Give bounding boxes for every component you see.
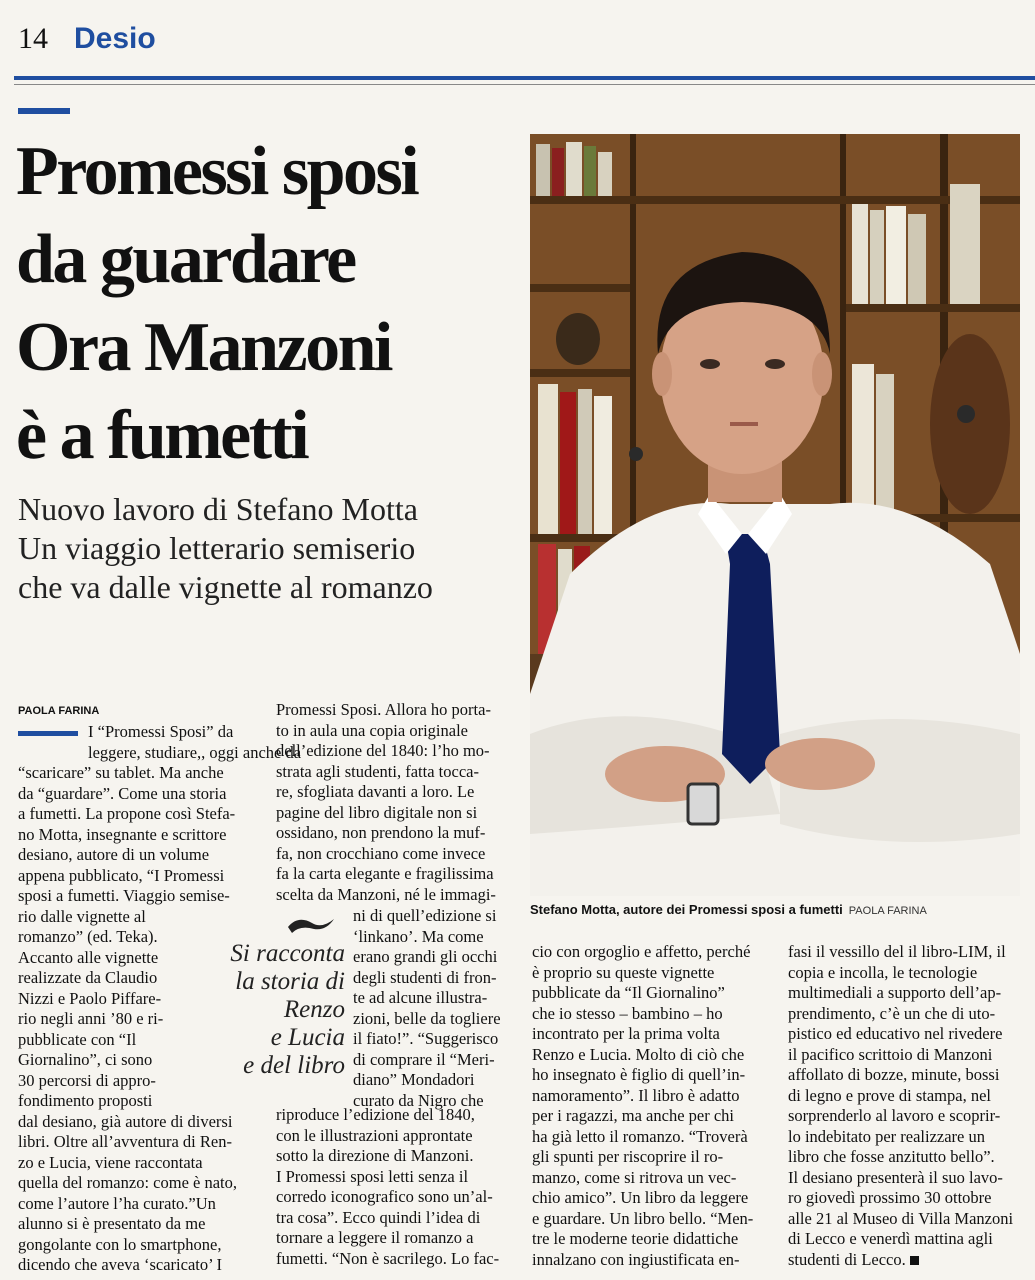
- text-line: come l’autore l’ha curato.”Un: [18, 1193, 216, 1213]
- text-line: da “guardare”. Come una storia: [18, 783, 227, 803]
- text-line: alunno si è presentato da me: [18, 1214, 206, 1233]
- text-line: leggere, studiare,, oggi anche da: [88, 742, 302, 762]
- text-line: fumetti. “Non è sacrilego. Lo fac-: [276, 1248, 500, 1268]
- text-line: diano” Mondadori: [353, 1070, 475, 1089]
- pull-quote-line: la storia di: [235, 968, 345, 995]
- text-line: Nizzi e Paolo Piffare-: [18, 988, 162, 1008]
- end-of-article-mark: [910, 1256, 919, 1265]
- text-line: quella del romanzo: come è nato,: [18, 1173, 237, 1192]
- text-line: il pacifico scrittoio di Manzoni: [788, 1044, 993, 1064]
- text-line: ni di quell’edizione si: [353, 906, 497, 925]
- text-line: Promessi Sposi. Allora ho porta-: [276, 700, 491, 719]
- text-line: per i ragazzi, ma anche per chi: [532, 1106, 735, 1125]
- text-line: studenti di Lecco.: [788, 1250, 1024, 1271]
- text-line: strata agli studenti, fatta tocca-: [276, 761, 479, 781]
- text-line: no Motta, insegnante e scrittore: [18, 824, 227, 844]
- text-line: chio amico”. Un libro da leggere: [532, 1188, 749, 1207]
- text-line: è proprio su queste vignette: [532, 962, 715, 982]
- text-line: ho insegnato è figlio di quell’in-: [532, 1065, 746, 1084]
- text-line: tra cosa”. Ecco quindi l’idea di: [276, 1207, 481, 1227]
- text-line: incontrato per la prima volta: [532, 1024, 720, 1043]
- text-line: re, sfogliata davanti a loro. Le: [276, 782, 475, 801]
- text-line: sorprenderlo al lavoro e scoprir-: [788, 1106, 1001, 1125]
- text-line: scelta da Manzoni, né le immagi-: [276, 884, 496, 904]
- article-column-2-bottom: [276, 1105, 516, 1269]
- headline-line: da guardare: [16, 221, 355, 298]
- text-line: dell’edizione del 1840: l’ho mo-: [276, 741, 490, 760]
- text-line: romanzo” (ed. Teka).: [18, 927, 158, 946]
- pull-quote-line: e del libro: [243, 1052, 345, 1079]
- text-line: innalzano con ingiustificata en-: [532, 1249, 740, 1269]
- text-line: corredo iconografico sono un’al-: [276, 1187, 493, 1206]
- article-column-3: [532, 942, 768, 1270]
- text-line: namoramento”. Il libro è adatto: [532, 1085, 740, 1105]
- text-line: il fiato!”. “Suggerisco: [353, 1029, 499, 1048]
- caption-text: Stefano Motta, autore dei Promessi sposi a fumetti: [530, 902, 843, 917]
- headline: [16, 128, 521, 480]
- text-line: 30 percorsi di appro-: [18, 1070, 156, 1090]
- pull-quote-line: Si racconta: [230, 940, 345, 967]
- ornament-icon: [286, 913, 336, 935]
- text-line: riproduce l’edizione del 1840,: [276, 1105, 475, 1124]
- text-line: zo e Lucia, viene raccontata: [18, 1152, 203, 1172]
- text-line: ha già letto il romanzo. “Troverà: [532, 1126, 748, 1146]
- text-line: a fumetti. La propone così Stefa-: [18, 804, 236, 823]
- photo-credit: PAOLA FARINA: [848, 905, 927, 917]
- text-line: “scaricare” su tablet. Ma anche: [18, 763, 224, 782]
- text-line: gli spunti per riscoprire il ro-: [532, 1147, 724, 1166]
- text-line: fa, non crocchiano come invece: [276, 843, 486, 863]
- text-line: pistico ed educativo nel rivedere: [788, 1024, 1003, 1043]
- section-title: Desio: [74, 22, 156, 55]
- text-line: rio dalle vignette al: [18, 906, 146, 926]
- text-line: tre le moderne teorie didattiche: [532, 1229, 739, 1248]
- text-line: di legno e prove di stampa, nel: [788, 1085, 991, 1105]
- portrait-photo: [530, 134, 1020, 896]
- article-column-4: [788, 942, 1024, 1270]
- text-line: rio negli anni ’80 e ri-: [18, 1009, 164, 1028]
- text-line: dal desiano, già autore di diversi: [18, 1111, 233, 1131]
- photo-caption: [530, 902, 1020, 917]
- subheadline-line: Nuovo lavoro di Stefano Motta: [18, 491, 418, 527]
- text-line: fasi il vessillo del il libro-LIM, il: [788, 942, 1006, 961]
- text-line: fondimento proposti: [18, 1091, 153, 1110]
- text-line: che io stesso – bambino – ho: [532, 1003, 723, 1023]
- text-line: Giornalino”, ci sono: [18, 1050, 153, 1069]
- text-line: pubblicate con “Il: [18, 1029, 137, 1049]
- text-line: e guardare. Un libro bello. “Men-: [532, 1208, 754, 1228]
- subheadline-line: Un viaggio letterario semiserio: [18, 530, 416, 566]
- text-line: tornare a leggere il romanzo a: [276, 1228, 474, 1247]
- text-line: cio con orgoglio e affetto, perché: [532, 942, 751, 961]
- text-line: curato da Nigro che: [353, 1090, 484, 1110]
- text-line: copia e incolla, le tecnologie: [788, 962, 978, 982]
- text-line: alle 21 al Museo di Villa Manzoni: [788, 1208, 1014, 1228]
- text-line: erano grandi gli occhi: [353, 947, 498, 966]
- text-line: sotto la direzione di Manzoni.: [276, 1146, 474, 1165]
- portrait-photo-illustration: [530, 134, 1020, 896]
- text-line: prendimento, c’è un che di uto-: [788, 1003, 996, 1023]
- subheadline-line: che va dalle vignette al romanzo: [18, 569, 433, 605]
- headline-line: Ora Manzoni: [16, 309, 391, 386]
- pull-quote-line: Renzo: [283, 996, 345, 1023]
- text-line: gongolante con lo smartphone,: [18, 1234, 222, 1254]
- page-number: 14: [18, 22, 48, 55]
- text-line: affollato di bozze, minute, bossi: [788, 1065, 1000, 1084]
- pull-quote: [200, 940, 345, 1080]
- text-line: to in aula una copia originale: [276, 720, 468, 740]
- text-line: Il desiano presenterà il suo lavo-: [788, 1167, 1003, 1187]
- headline-line: Promessi sposi: [16, 133, 418, 210]
- text-line: fa la carta elegante e fragilissima: [276, 864, 494, 883]
- headline-accent-bar: [18, 108, 70, 114]
- subheadline: [18, 490, 523, 607]
- header-rule: [14, 76, 1035, 80]
- pull-quote-line: e Lucia: [270, 1024, 345, 1051]
- text-line: dicendo che aveva ‘scaricato’ I: [18, 1255, 222, 1274]
- text-line: realizzate da Claudio: [18, 968, 158, 987]
- text-line: ‘linkano’. Ma come: [353, 926, 484, 946]
- text-line: ossidano, non prendono la muf-: [276, 823, 486, 842]
- text-line: manzo, come si ritrova un vec-: [532, 1167, 737, 1187]
- text-line: Renzo e Lucia. Molto di ciò che: [532, 1044, 745, 1064]
- article-column-2-narrow: [353, 906, 523, 1111]
- text-line: sposi a fumetti. Viaggio semise-: [18, 886, 230, 905]
- text-line: I Promessi sposi letti senza il: [276, 1166, 469, 1186]
- headline-line: è a fumetti: [16, 397, 308, 474]
- text-line: di Lecco e venerdì mattina agli: [788, 1229, 993, 1248]
- text-line: te ad alcune illustra-: [353, 988, 488, 1007]
- text-line: pagine del libro digitale non si: [276, 802, 478, 822]
- text-line: ro giovedì prossimo 30 ottobre: [788, 1188, 992, 1207]
- text-line: di comprare il “Meri-: [353, 1049, 495, 1069]
- text-line: libri. Oltre all’avventura di Ren-: [18, 1132, 232, 1151]
- article-column-2-top: [276, 700, 516, 905]
- byline: PAOLA FARINA: [18, 705, 100, 717]
- text-line: libro che fosse anzitutto bello”.: [788, 1147, 995, 1166]
- header-thin-rule: [14, 84, 1035, 85]
- text-line: degli studenti di fron-: [353, 967, 497, 987]
- text-line: I “Promessi Sposi” da: [88, 722, 234, 741]
- text-line: Accanto alle vignette: [18, 947, 159, 967]
- text-line: con le illustrazioni approntate: [276, 1125, 473, 1145]
- text-line: pubblicate da “Il Giornalino”: [532, 983, 725, 1002]
- text-line: multimediali a supporto dell’ap-: [788, 983, 1002, 1002]
- text-line: appena pubblicato, “I Promessi: [18, 865, 225, 885]
- text-line: zioni, belle da togliere: [353, 1008, 501, 1028]
- text-line: lo indebitato per realizzare un: [788, 1126, 985, 1146]
- text-line: desiano, autore di un volume: [18, 845, 210, 864]
